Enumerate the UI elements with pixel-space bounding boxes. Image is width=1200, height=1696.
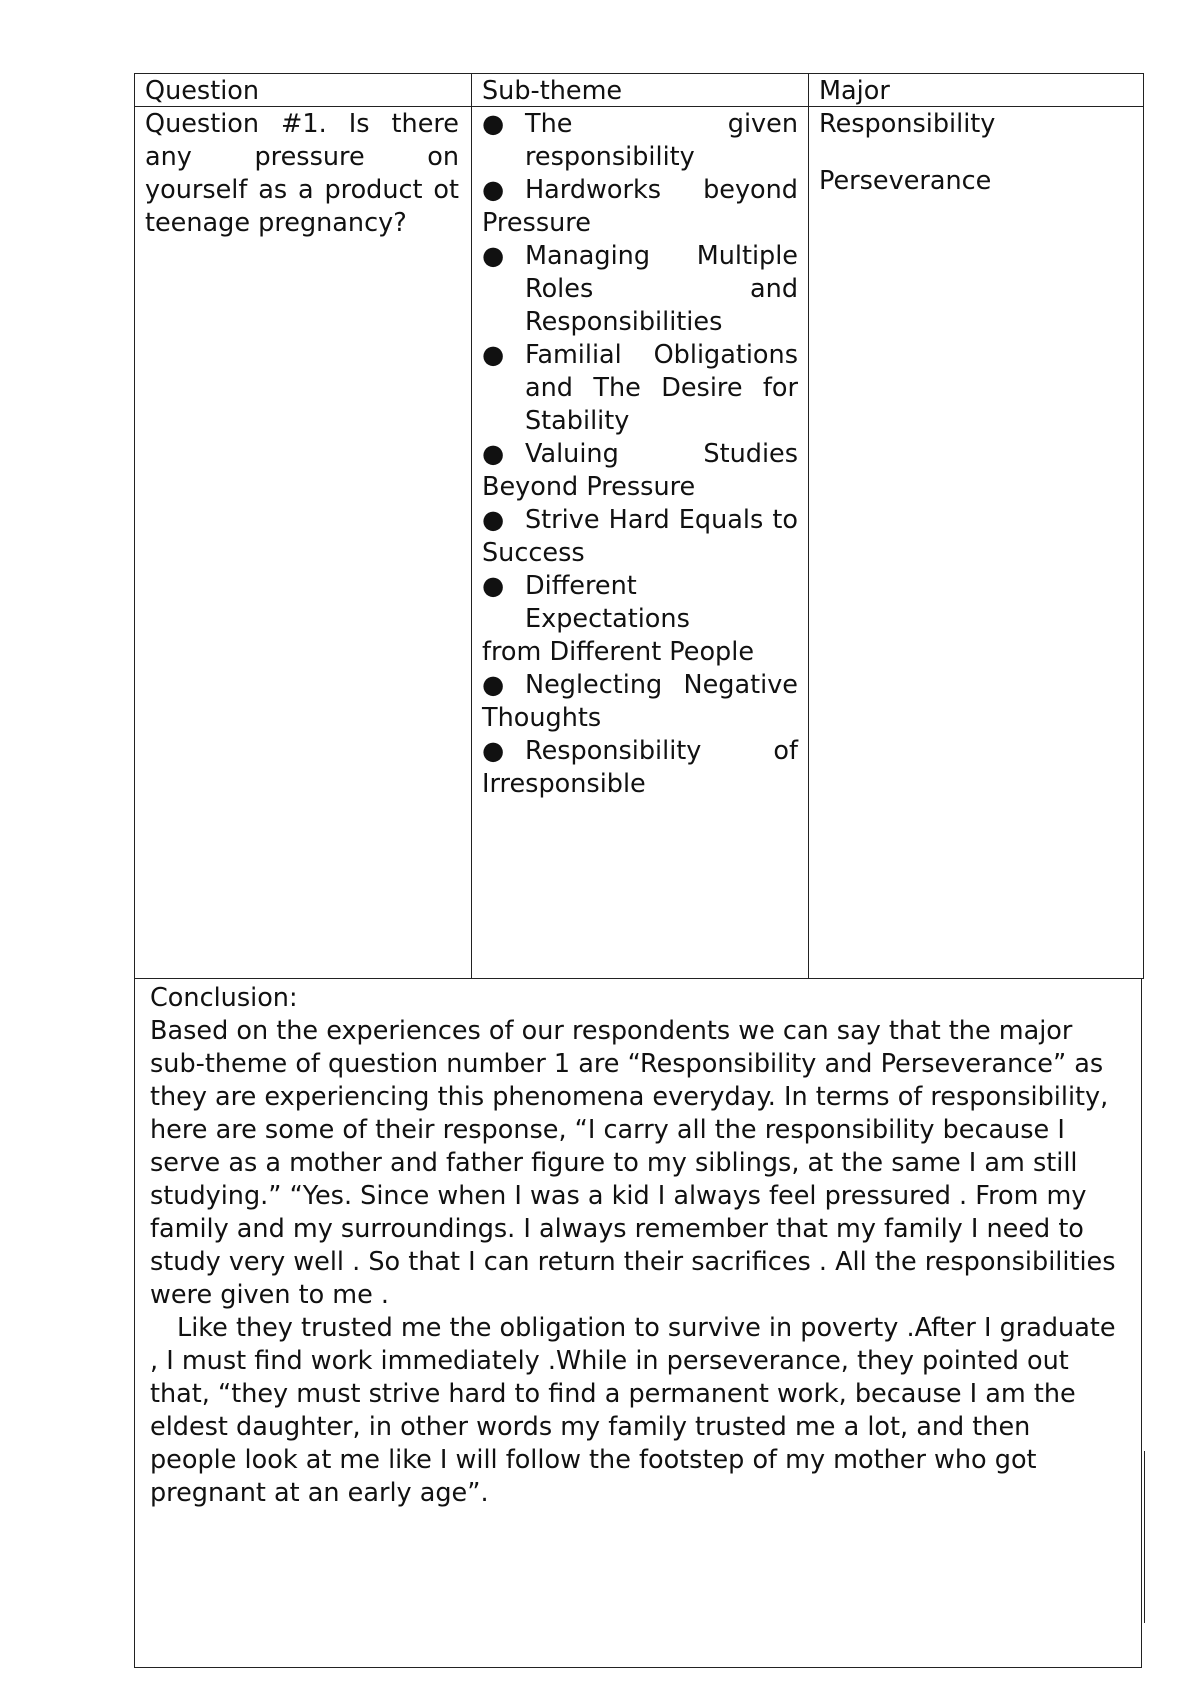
list-item: ● Neglecting Negative Thoughts	[482, 670, 798, 733]
column-divider	[471, 73, 472, 979]
header-major: Major	[819, 76, 890, 106]
border-line	[1144, 1451, 1145, 1623]
bullet-icon: ●	[482, 109, 505, 139]
conclusion-paragraph: Like they trusted me the obligation to survive in poverty .After I graduate , I must find work immediately .While in perseverance, they pointed out that, “they must strive hard to find a permanent work, because I am the eldest daughter, in other words my family trusted me a lot, and then people look at me like I will follow the footstep of my mother who got pregnant at an early age”.	[150, 1313, 1116, 1508]
list-item: ● The given responsibility	[482, 109, 798, 172]
major-theme-perseverance: Perseverance	[819, 166, 992, 196]
bullet-icon: ●	[482, 340, 505, 370]
bullet-icon: ●	[482, 505, 505, 535]
bullet-icon: ●	[482, 670, 505, 700]
conclusion-paragraph: Based on the experiences of our respondents we can say that the major sub-theme of question number 1 are “Responsibility and Perseverance” as they are experiencing this phenomena everyday. In terms of responsibility, here are some of their response, “I carry all the responsibility because I serve as a mother and father figure to my siblings, at the same I am still studying.” “Yes. Since when I was a kid I always feel pressured . From my family and my surroundings. I always remember that my family I need to study very well . So that I can return their sacrifices . All the responsibilities were given to me .	[150, 1016, 1116, 1310]
list-item: ● Strive Hard Equals to Success	[482, 505, 798, 568]
list-item: ● Hardworks beyond Pressure	[482, 175, 798, 238]
major-theme-responsibility: Responsibility	[819, 109, 996, 139]
list-item: ● Managing Multiple Roles and Responsibilities	[482, 241, 798, 337]
bullet-icon: ●	[482, 241, 505, 271]
header-divider	[134, 106, 1144, 107]
bullet-icon: ●	[482, 439, 505, 469]
list-item: ● Familial Obligations and The Desire for Stability	[482, 340, 798, 436]
header-subtheme: Sub-theme	[482, 76, 623, 106]
column-divider	[808, 73, 809, 979]
list-item: ● Responsibility of Irresponsible	[482, 736, 798, 799]
themes-table	[134, 73, 1144, 1668]
header-question: Question	[145, 76, 260, 106]
conclusion-section	[134, 979, 1142, 1668]
list-item: ● Valuing Studies Beyond Pressure	[482, 439, 798, 502]
bullet-icon: ●	[482, 571, 505, 601]
list-item: ● Different Expectations	[482, 571, 690, 634]
conclusion-heading: Conclusion:	[150, 983, 298, 1013]
list-item-continuation: from Different People	[482, 637, 755, 667]
bullet-icon: ●	[482, 736, 505, 766]
major-themes	[819, 108, 1133, 198]
subtheme-list	[482, 108, 798, 801]
bullet-icon: ●	[482, 175, 505, 205]
question-text: Question #1. Is there any pressure on yourself as a product ot teenage pregnancy?	[145, 109, 459, 238]
